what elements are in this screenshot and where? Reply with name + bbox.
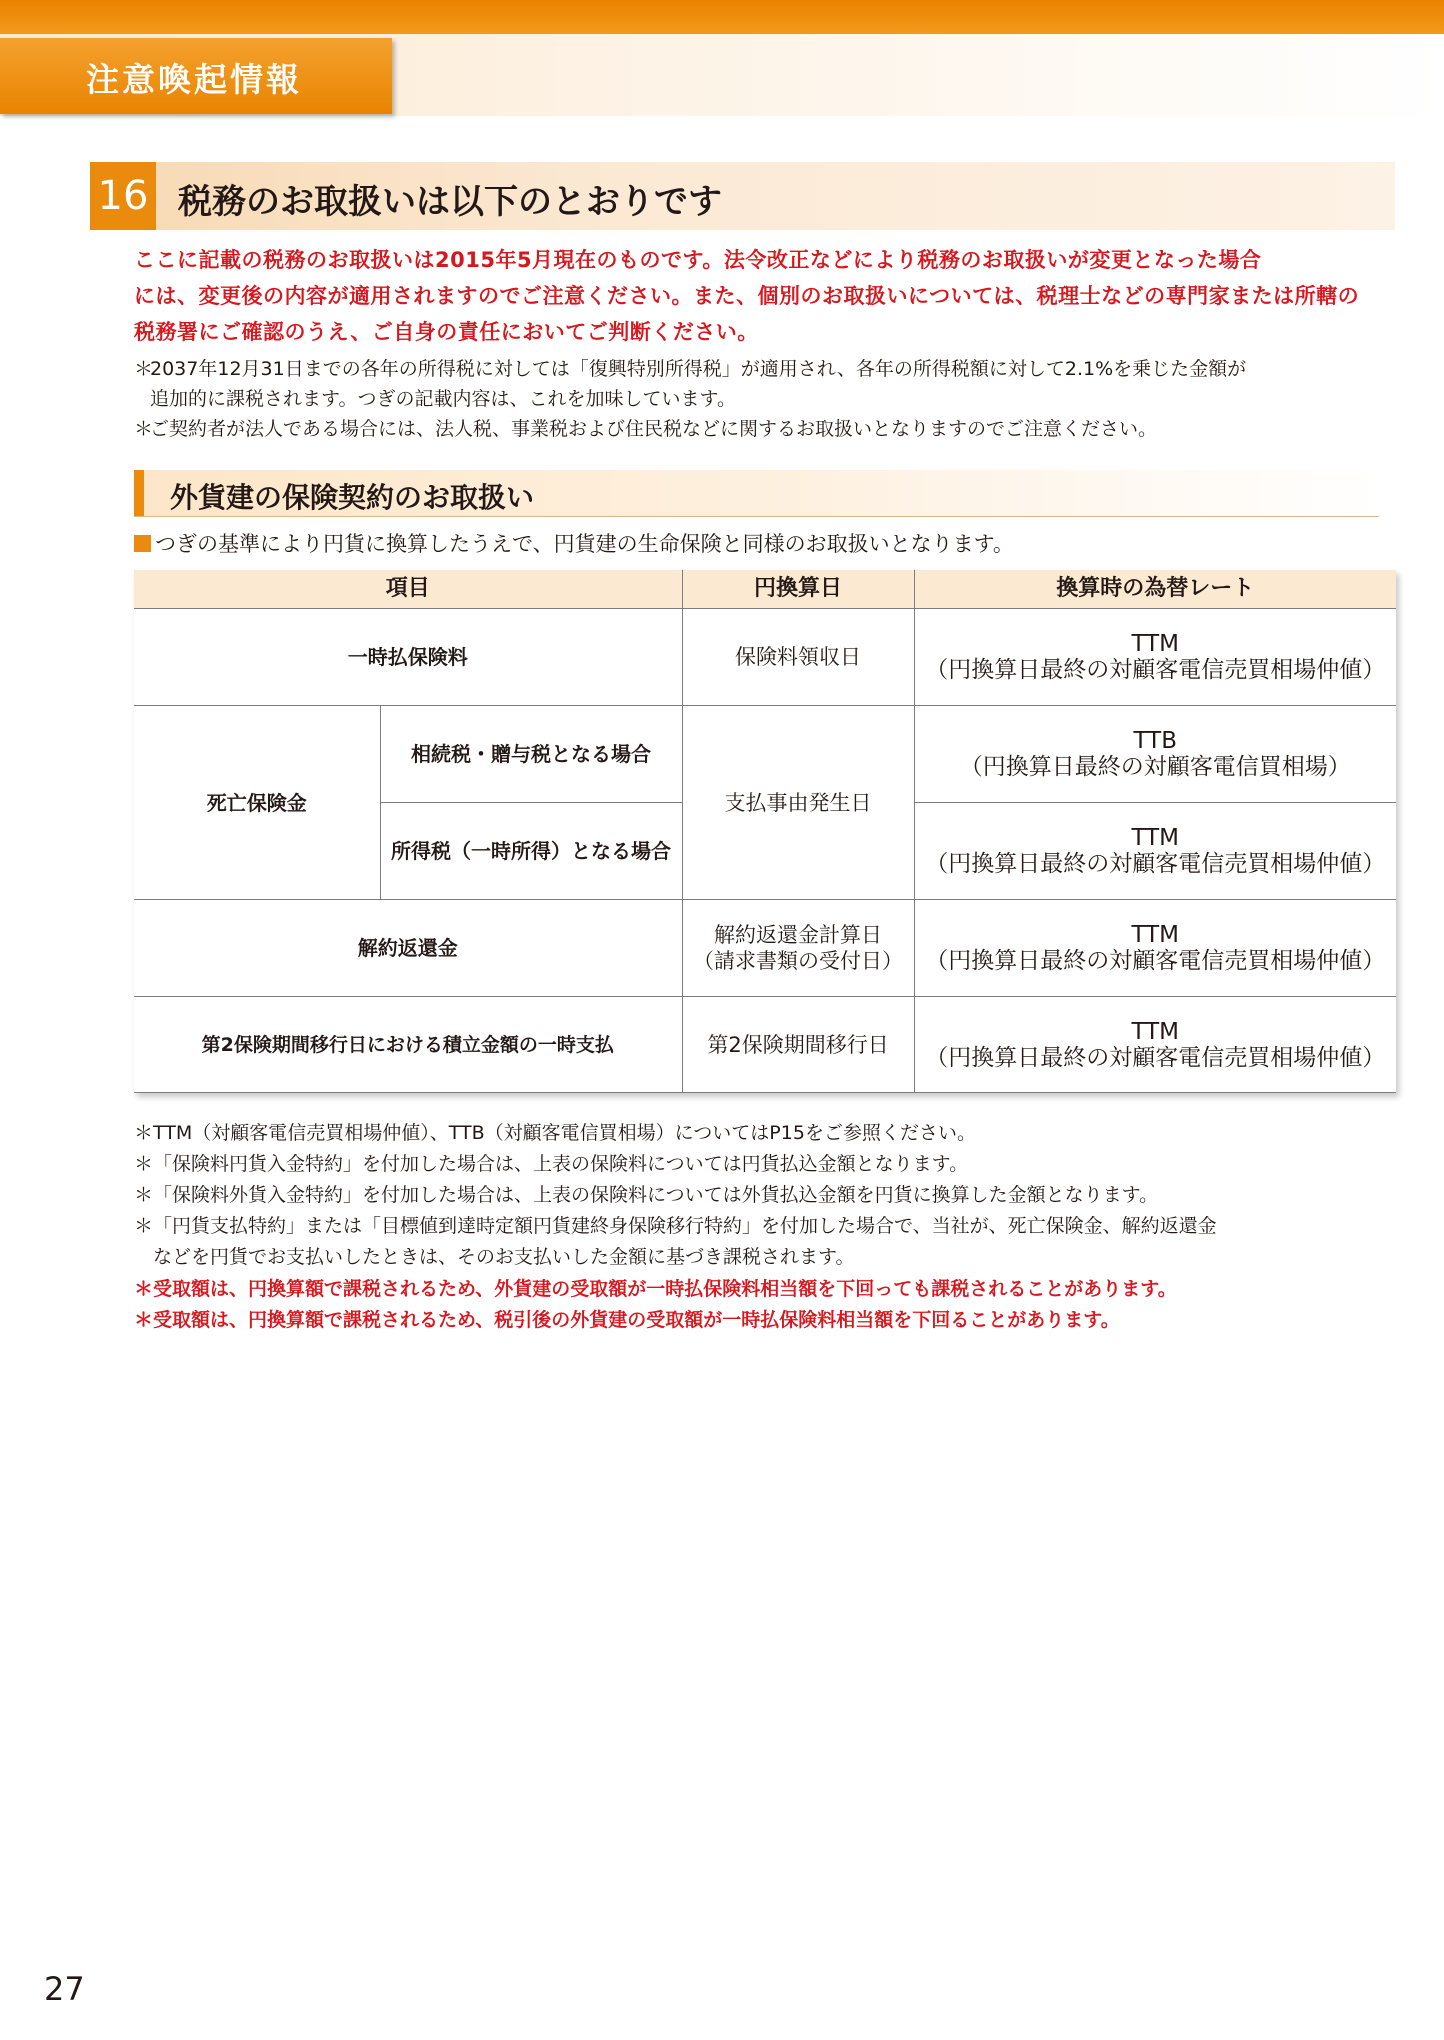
rate-cell [914,900,1396,997]
header-exchange-rate: 換算時の為替レート [914,570,1396,609]
item-cell: 第2保険期間移行日における積立金額の一時支払 [134,997,682,1093]
rate-description: （円換算日最終の対顧客電信売買相場仲値） [925,657,1386,683]
date-line: （請求書類の受付日） [693,949,904,973]
lead-text: つぎの基準により円貨に換算したうえで、円貨建の生命保険と同様のお取扱いとなります。 [155,532,1014,556]
subitem-cell: 相続税・贈与税となる場合 [380,706,682,803]
note-reconstruction-tax [134,354,1246,414]
rate-code: TTM [1131,922,1180,948]
rate-cell [914,997,1396,1093]
rate-code: TTM [1131,1018,1180,1045]
rate-code: TTB [1133,728,1177,754]
table-row [134,900,1396,997]
note-corporate [134,414,1157,444]
table-row [134,997,1396,1093]
table-row [134,706,1396,803]
page-number: 27 [44,1970,85,2008]
note-line: 追加的に課税されます。つぎの記載内容は、これを加味しています。 [150,388,736,410]
warning-line: 税務署にご確認のうえ、ご自身の責任においてご判断ください。 [134,320,759,344]
warning-line: には、変更後の内容が適用されますのでご注意ください。また、個別のお取扱いについては、税理士などの専門家または所轄の [134,284,1360,308]
note-line: 2037年12月31日までの各年の所得税に対しては「復興特別所得税」が適用され、各年の所得税額に対して2.1%を乗じた金額が [150,358,1247,380]
date-cell: 支払事由発生日 [682,706,914,900]
rate-description: （円換算日最終の対顧客電信買相場） [959,754,1351,780]
footnote: ＊「保険料外貨入金特約」を付加した場合は、上表の保険料については外貨払込金額を円貨に換算した金額となります。 [134,1184,1159,1206]
section-number: 16 [90,162,156,230]
rate-code: TTM [1131,825,1180,851]
footnote: ＊「保険料円貨入金特約」を付加した場合は、上表の保険料については円貨払込金額となります。 [134,1153,969,1175]
top-accent-bar [0,0,1444,34]
rate-cell [914,803,1396,900]
note-line: ご契約者が法人である場合には、法人税、事業税および住民税などに関するお取扱いとなりますのでご注意ください。 [150,418,1158,440]
rate-description: （円換算日最終の対顧客電信売買相場仲値） [925,851,1386,877]
rate-description: （円換算日最終の対顧客電信売買相場仲値） [925,1044,1386,1071]
note-star: ＊ [134,358,154,380]
date-cell [682,900,914,997]
section-title: 税務のお取扱いは以下のとおりです [178,182,722,222]
item-cell: 一時払保険料 [134,609,682,706]
currency-conversion-table [134,570,1396,1093]
header-item: 項目 [134,570,682,609]
note-star: ＊ [134,418,154,440]
footnote: ＊TTM（対顧客電信売買相場仲値）、TTB（対顧客電信買相場）についてはP15をご参照ください。 [134,1122,976,1144]
date-cell: 保険料領収日 [682,609,914,706]
rate-description: （円換算日最終の対顧客電信売買相場仲値） [925,948,1386,974]
date-line: 解約返還金計算日 [714,923,883,947]
warning-paragraph [134,242,1396,350]
table-row [134,609,1396,706]
table-header-row [134,570,1396,609]
rate-cell [914,706,1396,803]
subsection-lead [134,528,1014,558]
rate-code: TTM [1131,631,1180,657]
square-bullet-icon [134,535,151,552]
warning-footnote: ＊受取額は、円換算額で課税されるため、外貨建の受取額が一時払保険料相当額を下回っても課税されることがあります。 [134,1278,1177,1300]
item-cell: 解約返還金 [134,900,682,997]
date-cell: 第2保険期間移行日 [682,997,914,1093]
footnote: ＊「円貨支払特約」または「目標値到達時定額円貨建終身保険移行特約」を付加した場合で、当社が、死亡保険金、解約返還金 [134,1215,1217,1237]
warning-footnote: ＊受取額は、円換算額で課税されるため、税引後の外貨建の受取額が一時払保険料相当額を下回ることがあります。 [134,1309,1120,1331]
rate-cell [914,609,1396,706]
footnote: などを円貨でお支払いしたときは、そのお支払いした金額に基づき課税されます。 [134,1246,855,1268]
item-cell: 死亡保険金 [134,706,380,900]
subsection-accent-bar [134,470,144,516]
subsection-title: 外貨建の保険契約のお取扱い [170,481,535,514]
subitem-cell: 所得税（一時所得）となる場合 [380,803,682,900]
header-conversion-date: 円換算日 [682,570,914,609]
page-category-title: 注意喚起情報 [86,60,302,99]
warning-line: ここに記載の税務のお取扱いは2015年5月現在のものです。法令改正などにより税務のお取扱いが変更となった場合 [134,248,1262,272]
